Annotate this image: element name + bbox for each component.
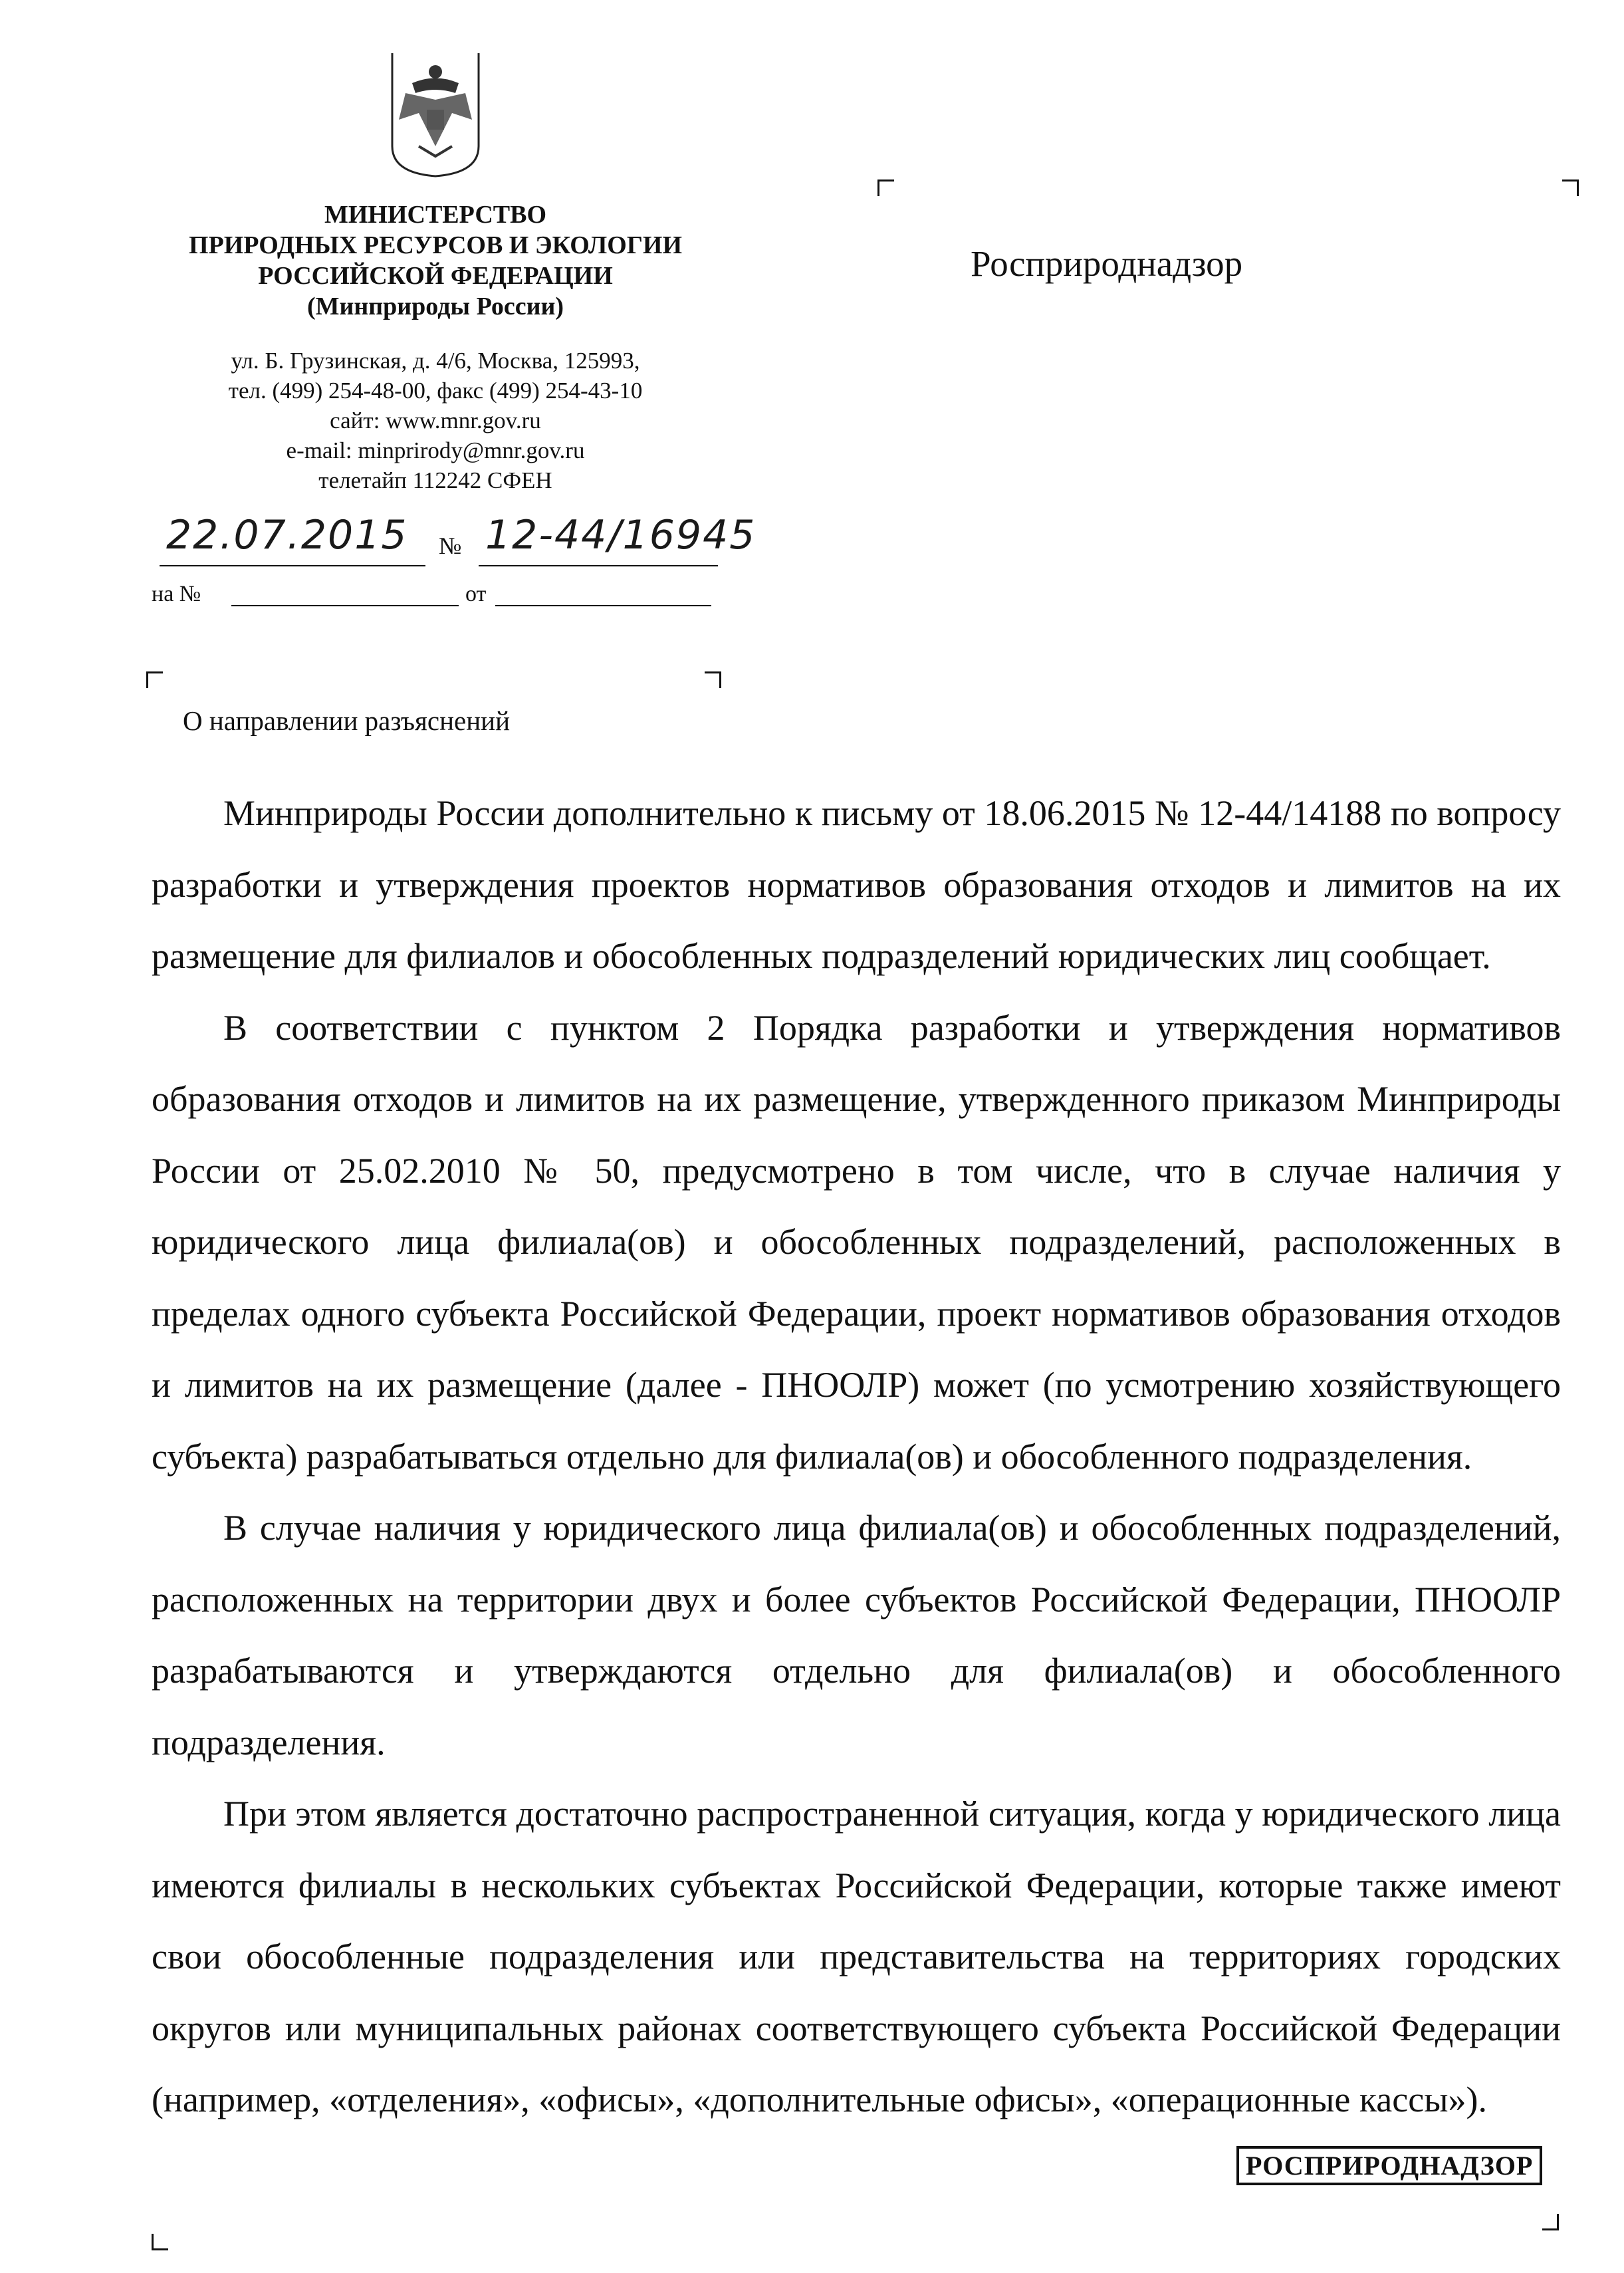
- number-label: №: [439, 533, 462, 559]
- reference-number-label: на №: [152, 582, 201, 606]
- ministry-name-line: ПРИРОДНЫХ РЕСУРСОВ И ЭКОЛОГИИ: [188, 231, 683, 259]
- contact-phone: тел. (499) 254-48-00, факс (499) 254-43-10: [228, 378, 643, 404]
- ministry-name-block: [146, 199, 725, 322]
- addressee: Росприроднадзор: [971, 243, 1243, 284]
- date-underline: [160, 565, 425, 566]
- body-paragraph: При этом является достаточно распространенной ситуация, когда у юридического лица имеются филиалы в нескольких субъектах Российской Федерации, которые также имеют свои обособленные подразделения или представительства на территориях городских округов или муниципальных районах соответствующего субъекта Российской Федерации (например, «отделения», «офисы», «дополнительные офисы», «операционные кассы»).: [152, 1794, 1561, 2119]
- ministry-short-name: (Минприроды России): [306, 293, 564, 320]
- body-paragraph: Минприроды России дополнительно к письму от 18.06.2015 № 12-44/14188 по вопросу разработки и утверждения проектов нормативов образования отходов и лимитов на их размещение для филиалов и обособленных подразделений юридических лиц сообщает.: [152, 793, 1561, 976]
- number-underline: [479, 565, 718, 566]
- incoming-stamp: РОСПРИРОДНАДЗОР: [1236, 2146, 1542, 2185]
- body-paragraph: В соответствии с пунктом 2 Порядка разработки и утверждения нормативов образования отходов и лимитов на их размещение, утвержденного приказом Минприроды России от 25.02.2010 № 50, предусмотрено в том числе, что в случае наличия у юридического лица филиала(ов) и обособленных подразделений, расположенных в пределах одного субъекта Российской Федерации, проект нормативов образования отходов и лимитов на их размещение (далее - ПНООЛР) может (по усмотрению хозяйствующего субъекта) разрабатываться отдельно для филиала(ов) и обособленного подразделения.: [152, 1007, 1561, 1477]
- addressee-corner-mark: [877, 179, 894, 196]
- body-paragraph: В случае наличия у юридического лица филиала(ов) и обособленных подразделений, расположенных на территории двух и более субъектов Российской Федерации, ПНООЛР разрабатываются и утверждаются отдельно для филиала(ов) и обособленного подразделения.: [152, 1508, 1561, 1762]
- reference-from-label: от: [465, 582, 487, 606]
- contact-email: e-mail: minprirody@mnr.gov.ru: [286, 437, 585, 463]
- reference-number-blank: [231, 605, 459, 606]
- addressee-corner-mark: [1562, 179, 1579, 196]
- coat-of-arms-icon: [372, 47, 499, 179]
- subject-corner-mark: [705, 671, 721, 688]
- handwritten-number: 12-44/16945: [485, 512, 756, 558]
- contact-address: ул. Б. Грузинская, д. 4/6, Москва, 125993,: [231, 348, 640, 374]
- reference-date-blank: [495, 605, 711, 606]
- page-corner-mark: [1542, 2214, 1559, 2230]
- subject-corner-mark: [146, 671, 163, 688]
- letter-subject: О направлении разъяснений: [183, 705, 511, 736]
- ministry-name-line: РОССИЙСКОЙ ФЕДЕРАЦИИ: [258, 262, 613, 290]
- letter-body: [152, 778, 1561, 2136]
- page-corner-mark: [152, 2234, 168, 2250]
- ministry-contacts: [146, 346, 725, 495]
- ministry-name-line: МИНИСТЕРСТВО: [324, 201, 547, 229]
- contact-website: сайт: www.mnr.gov.ru: [330, 408, 541, 433]
- contact-teletype: телетайп 112242 СФЕН: [318, 467, 552, 493]
- handwritten-date: 22.07.2015: [166, 512, 408, 558]
